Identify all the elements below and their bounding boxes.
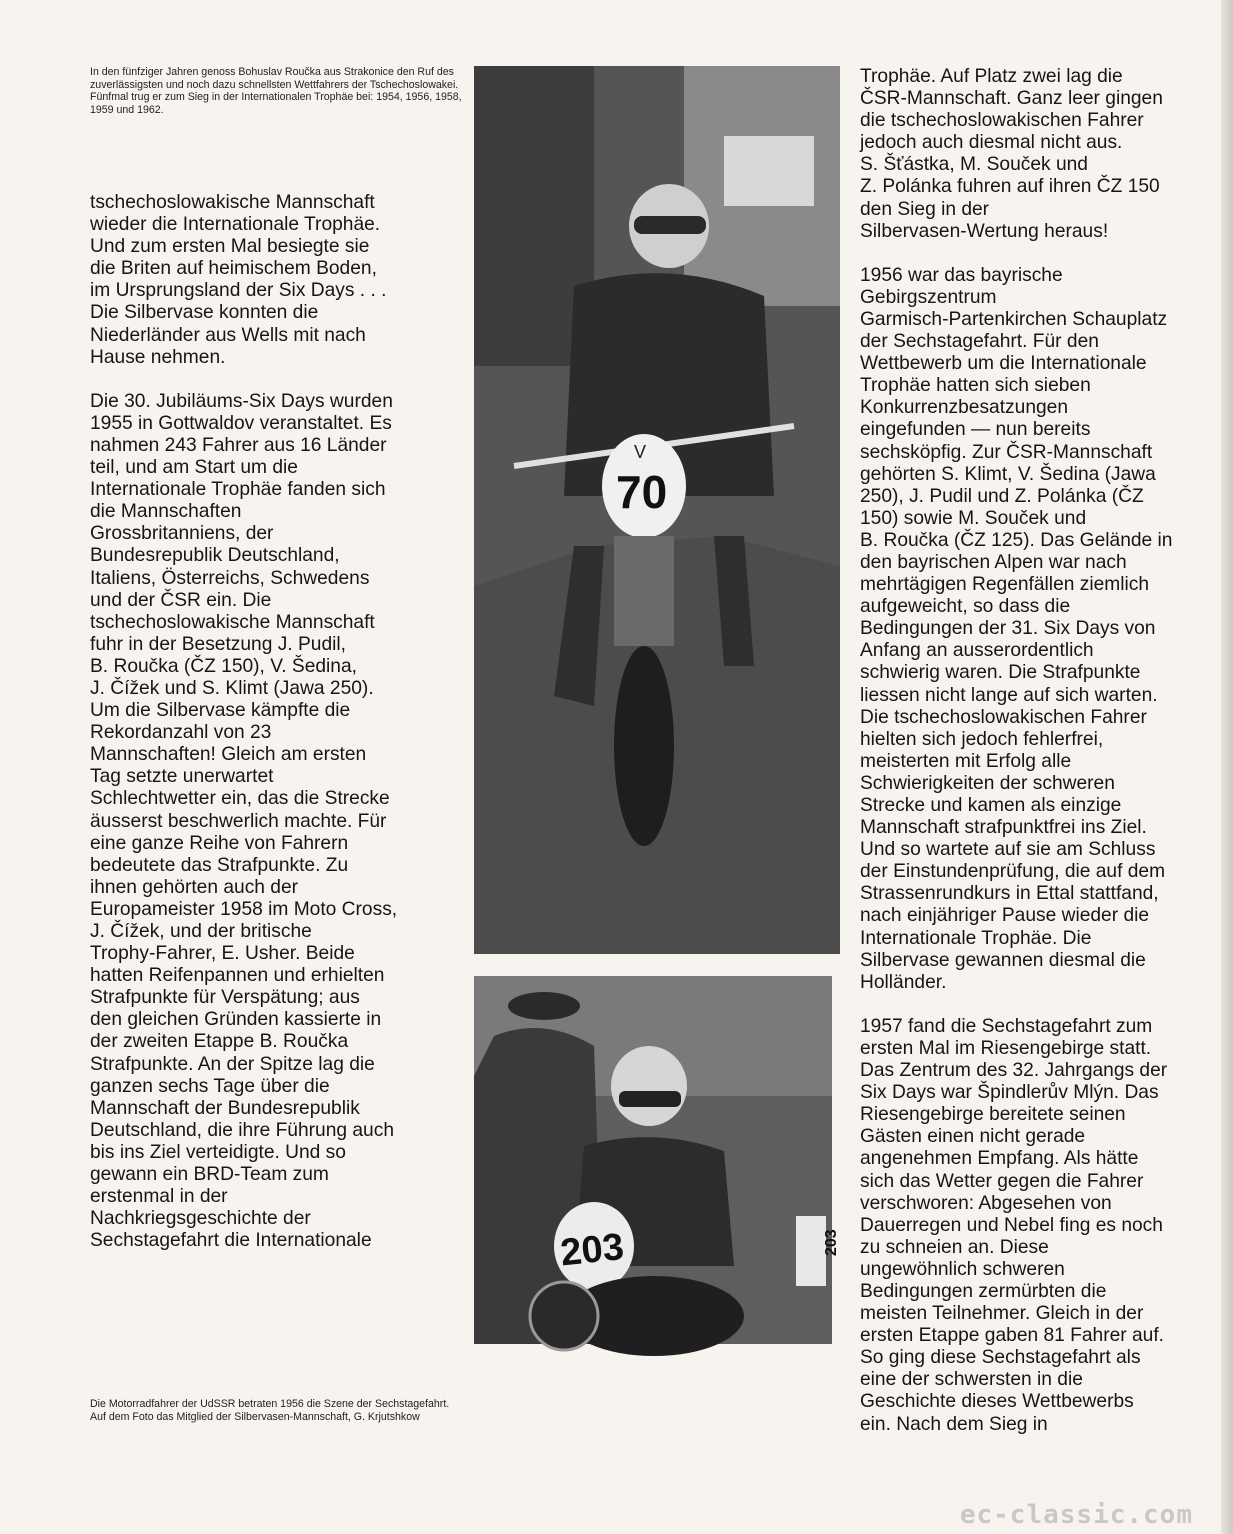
column-left (90, 192, 462, 1274)
watermark: ec-classic.com (959, 1500, 1193, 1530)
photo-bottom-side-number: 203 (823, 1229, 840, 1256)
photo-rider-203 (474, 976, 840, 1344)
right-paragraph-3: 1957 fand die Sechstagefahrt zum ersten Mal im Riesengebirge statt. Das Zentrum des 32. Jahrgangs der Six Days war Špindlerův Mlýn. Das Riesengebirge bereitete seinen Gästen einen nicht gerade angenehmen Empfang. Als hätte sich das Wetter gegen die Fahrer verschworen: Abgesehen von Dauerregen und Nebel fing es noch zu schneien an. Diese ungewöhnlich schweren Bedingungen zermürbten die meisten Teilnehmer. Gleich in der ersten Etappe gaben 81 Fahrer auf. So ging diese Sechstagefahrt als eine der schwersten in die Geschichte dieses Wettbewerbs ein. Nach dem Sieg in (860, 1015, 1168, 1435)
photo-top-letter: V (634, 442, 647, 462)
photo-bottom-number: 203 (558, 1226, 626, 1275)
left-paragraph-1: tschechoslowakische Mannschaft wieder die Internationale Trophäe. Und zum ersten Mal besiegte sie die Briten auf heimischem Boden, im Ursprungsland der Six Days . . . Die Silbervase konnten die Niederländer aus Wells mit nach Hause nehmen. (90, 192, 387, 368)
caption-bottom-text: Die Motorradfahrer der UdSSR betraten 1956 die Szene der Sechstagefahrt. Auf dem Foto das Mitglied der Silbervasen-Mannschaft, G. Krjutshkow (90, 1398, 450, 1423)
right-paragraph-1: Trophäe. Auf Platz zwei lag die ČSR-Mannschaft. Ganz leer gingen die tschechoslowakischen Fahrer jedoch auch diesmal nicht aus. S. Šťástka, M. Souček und Z. Polánka fuhren auf ihren ČZ 150 den Sieg in der Silbervasen-Wertung heraus! (860, 66, 1163, 242)
caption-top (90, 66, 462, 116)
page-edge (1221, 0, 1233, 1534)
caption-top-text: In den fünfziger Jahren genoss Bohuslav Roučka aus Strakonice den Ruf des zuverlässigsten und noch dazu schnellsten Wettfahrers der Tschechoslowakei. Fünfmal trug er zum Sieg in der Internationalen Trophäe bei: 1954, 1956, 1958, 1959 und 1962. (90, 66, 462, 116)
photo-rider-70 (474, 66, 840, 954)
column-right (860, 66, 1230, 1458)
left-paragraph-2: Die 30. Jubiläums-Six Days wurden 1955 in Gottwaldov veranstaltet. Es nahmen 243 Fahrer aus 16 Länder teil, und am Start um die Internationale Trophäe fanden sich die Mannschaften Grossbritanniens, der Bundesrepublik Deutschland, Italiens, Österreichs, Schwedens und der ČSR ein. Die tschechoslowakische Mannschaft fuhr in der Besetzung J. Pudil, B. Roučka (ČZ 150), V. Šedina, J. Čížek und S. Klimt (Jawa 250). Um die Silbervase kämpfte die Rekordanzahl von 23 Mannschaften! Gleich am ersten Tag setzte unerwartet Schlechtwetter ein, das die Strecke äusserst beschwerlich machte. Für eine ganze Reihe von Fahrern bedeutete das Strafpunkte. Zu ihnen gehörten auch der Europameister 1958 im Moto Cross, J. Čížek, und der britische Trophy-Fahrer, E. Usher. Beide hatten Reifenpannen und erhielten Strafpunkte für Verspätung; aus den gleichen Gründen kassierte in der zweiten Etappe B. Roučka Strafpunkte. An der Spitze lag die ganzen sechs Tage über die Mannschaft der Bundesrepublik Deutschland, die ihre Führung auch bis ins Ziel verteidigte. Und so gewann ein BRD-Team zum erstenmal in der Nachkriegsgeschichte der Sechstagefahrt die Internationale (90, 390, 398, 1252)
photo-top-number: 70 (616, 466, 668, 518)
photo-rider-203-graphic (474, 976, 840, 1344)
photo-rider-70-graphic (474, 66, 840, 954)
caption-bottom (90, 1398, 462, 1423)
right-paragraph-2: 1956 war das bayrische Gebirgszentrum Garmisch-Partenkirchen Schauplatz der Sechstagefahrt. Für den Wettbewerb um die Internationale Trophäe hatten sich sieben Konkurrenzbesatzungen eingefunden — nun bereits sechsköpfig. Zur ČSR-Mannschaft gehörten S. Klimt, V. Šedina (Jawa 250), J. Pudil und Z. Polánka (ČZ 150) sowie M. Souček und B. Roučka (ČZ 125). Das Gelände in den bayrischen Alpen war nach mehrtägigen Regenfällen ziemlich aufgeweicht, so dass die Bedingungen der 31. Six Days von Anfang an ausserordentlich schwierig waren. Die Strafpunkte liessen nicht lange auf sich warten. Die tschechoslowakischen Fahrer hielten sich jedoch fehlerfrei, meisterten mit Erfolg alle Schwierigkeiten der schweren Strecke und kamen als einzige Mannschaft strafpunktfrei ins Ziel. Und so wartete auf sie am Schluss der Einstundenprüfung, die auf dem Strassenrundkurs in Ettal stattfand, nach einjähriger Pause wieder die Internationale Trophäe. Die Silbervase gewannen diesmal die Holländer. (860, 264, 1173, 993)
